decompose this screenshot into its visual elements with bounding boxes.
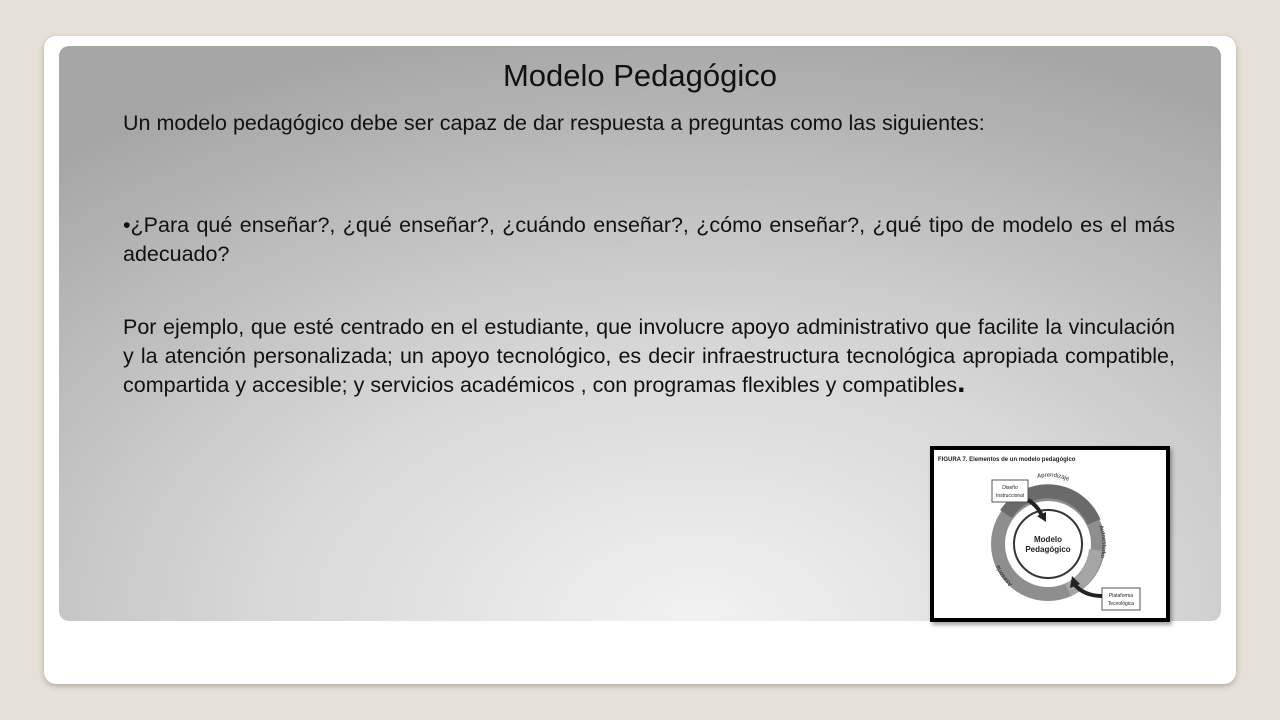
- ring-label-learning: Aprendizaje: [1036, 472, 1071, 483]
- box-top-line2: Instruccional: [995, 493, 1025, 499]
- intro-paragraph: Un modelo pedagógico debe ser capaz de dar respuesta a preguntas como las siguientes:: [123, 111, 985, 135]
- pedagogical-model-figure: [930, 446, 1170, 622]
- center-circle: [1014, 510, 1082, 578]
- slide-title: Modelo Pedagógico: [502, 58, 778, 93]
- box-bottom-line2: Tecnológica: [1107, 601, 1135, 607]
- arrow-bottom: [1074, 584, 1102, 596]
- figure-caption: FIGURA 7. Elementos de un modelo pedagógico: [938, 457, 1076, 463]
- example-text: Por ejemplo, que esté centrado en el estudiante, que involucre apoyo administrativo que facilite la vinculación y la atención personalizada; un apoyo tecnológico, es decir infraestructura tecnológica apropiada compatible, compartida y accesible; y servicios académicos , con programas flexibles y compatibles: [123, 315, 1175, 397]
- questions-bullet: •¿Para qué enseñar?, ¿qué enseñar?, ¿cuándo enseñar?, ¿cómo enseñar?, ¿qué tipo de modelo es el más adecuado?: [123, 213, 1175, 266]
- center-label-line1: Modelo: [1034, 535, 1062, 544]
- ring-label-top-wrap: [1037, 473, 1071, 483]
- example-paragraph: [123, 313, 1175, 400]
- ring-label-advising: Asesoría: [995, 563, 1014, 587]
- center-label-line2: Pedagógico: [1025, 545, 1071, 554]
- box-bottom-line1: Plataforma: [1108, 593, 1134, 599]
- ring-label-selfstudy: Autoestudio: [1097, 524, 1107, 559]
- box-top-line1: Diseño: [1002, 485, 1018, 491]
- example-period: .: [957, 366, 966, 399]
- figure-diagram: [934, 450, 1166, 618]
